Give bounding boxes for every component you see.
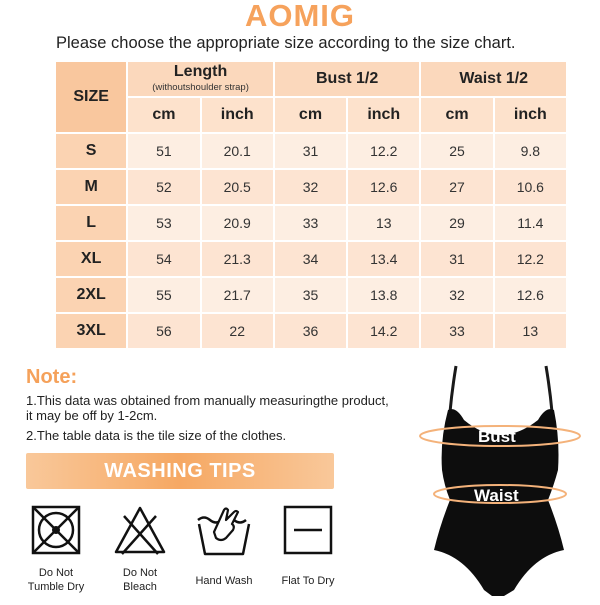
hand-wash-icon bbox=[194, 502, 250, 558]
size-cell: 3XL bbox=[56, 314, 126, 348]
do-not-tumble-dry-icon bbox=[28, 502, 84, 558]
waist-cm-cell: 33 bbox=[421, 314, 492, 348]
table-row bbox=[56, 206, 566, 240]
bust-cm-cell: 35 bbox=[275, 278, 346, 312]
length-inch-cell: 20.1 bbox=[202, 134, 273, 168]
note-line-1: 1.This data was obtained from manually measuringthe product, it may be off by 1-2cm. bbox=[26, 393, 389, 423]
flat-to-dry-label: Flat To Dry bbox=[281, 575, 335, 587]
bust-inch-cell: 14.2 bbox=[348, 314, 419, 348]
unit-header-row bbox=[56, 98, 566, 132]
bleach-label-line-2: Bleach bbox=[123, 581, 157, 593]
flat-to-dry-icon bbox=[280, 502, 336, 558]
waist-inch-cell: 11.4 bbox=[495, 206, 566, 240]
waist-cm-cell: 29 bbox=[421, 206, 492, 240]
waist-cm-cell: 25 bbox=[421, 134, 492, 168]
unit-cm: cm bbox=[275, 98, 346, 132]
unit-inch: inch bbox=[348, 98, 419, 132]
length-cm-cell: 55 bbox=[128, 278, 199, 312]
length-cm-cell: 53 bbox=[128, 206, 199, 240]
waist-inch-cell: 9.8 bbox=[495, 134, 566, 168]
bust-cm-cell: 32 bbox=[275, 170, 346, 204]
note-line-2: 2.The table data is the tile size of the clothes. bbox=[26, 428, 287, 443]
bust-inch-cell: 12.2 bbox=[348, 134, 419, 168]
bust-header: Bust 1/2 bbox=[275, 62, 420, 96]
bust-cm-cell: 34 bbox=[275, 242, 346, 276]
page-subtitle: Please choose the appropriate size according to the size chart. bbox=[56, 34, 516, 52]
size-cell: L bbox=[56, 206, 126, 240]
bust-cm-cell: 36 bbox=[275, 314, 346, 348]
unit-cm: cm bbox=[128, 98, 199, 132]
size-cell: S bbox=[56, 134, 126, 168]
waist-cm-cell: 32 bbox=[421, 278, 492, 312]
tumble-dry-label-line-2: Tumble Dry bbox=[27, 581, 85, 593]
length-header-label: Length bbox=[173, 62, 228, 80]
bust-label: Bust bbox=[478, 427, 516, 446]
bust-inch-cell: 13.8 bbox=[348, 278, 419, 312]
length-cm-cell: 56 bbox=[128, 314, 199, 348]
unit-cm: cm bbox=[421, 98, 492, 132]
bust-cm-cell: 31 bbox=[275, 134, 346, 168]
bodysuit-illustration bbox=[408, 360, 588, 600]
length-inch-cell: 20.9 bbox=[202, 206, 273, 240]
bust-inch-cell: 13.4 bbox=[348, 242, 419, 276]
brand-title: AOMIG bbox=[244, 0, 356, 33]
waist-header: Waist 1/2 bbox=[421, 62, 566, 96]
bleach-label bbox=[104, 566, 176, 594]
length-cm-cell: 54 bbox=[128, 242, 199, 276]
length-inch-cell: 22 bbox=[202, 314, 273, 348]
length-cm-cell: 52 bbox=[128, 170, 199, 204]
size-cell: XL bbox=[56, 242, 126, 276]
length-cm-cell: 51 bbox=[128, 134, 199, 168]
table-row bbox=[56, 134, 566, 168]
washing-tips-title: WASHING TIPS bbox=[104, 460, 256, 482]
washing-tips-banner bbox=[26, 453, 334, 489]
waist-inch-cell: 13 bbox=[495, 314, 566, 348]
size-header: SIZE bbox=[56, 62, 126, 132]
length-inch-cell: 20.5 bbox=[202, 170, 273, 204]
length-header-note: (withoutshoulder strap) bbox=[152, 81, 249, 93]
bust-inch-cell: 12.6 bbox=[348, 170, 419, 204]
length-inch-cell: 21.7 bbox=[202, 278, 273, 312]
note-title: Note: bbox=[26, 366, 78, 388]
waist-label: Waist bbox=[474, 486, 519, 505]
waist-inch-cell: 12.6 bbox=[495, 278, 566, 312]
table-row bbox=[56, 170, 566, 204]
bust-inch-cell: 13 bbox=[348, 206, 419, 240]
table-header-row bbox=[56, 62, 566, 96]
size-cell: M bbox=[56, 170, 126, 204]
hand-wash-label: Hand Wash bbox=[195, 575, 253, 587]
length-inch-cell: 21.3 bbox=[202, 242, 273, 276]
length-header bbox=[128, 62, 273, 96]
table-row bbox=[56, 278, 566, 312]
bust-cm-cell: 33 bbox=[275, 206, 346, 240]
waist-inch-cell: 10.6 bbox=[495, 170, 566, 204]
waist-cm-cell: 27 bbox=[421, 170, 492, 204]
size-chart-table bbox=[54, 60, 568, 350]
tumble-dry-label-line-1: Do Not bbox=[38, 567, 74, 579]
unit-inch: inch bbox=[202, 98, 273, 132]
waist-cm-cell: 31 bbox=[421, 242, 492, 276]
do-not-bleach-icon bbox=[112, 502, 168, 558]
size-cell: 2XL bbox=[56, 278, 126, 312]
waist-inch-cell: 12.2 bbox=[495, 242, 566, 276]
unit-inch: inch bbox=[495, 98, 566, 132]
table-row bbox=[56, 314, 566, 348]
tumble-dry-label bbox=[20, 566, 92, 594]
bleach-label-line-1: Do Not bbox=[122, 567, 158, 579]
table-row bbox=[56, 242, 566, 276]
